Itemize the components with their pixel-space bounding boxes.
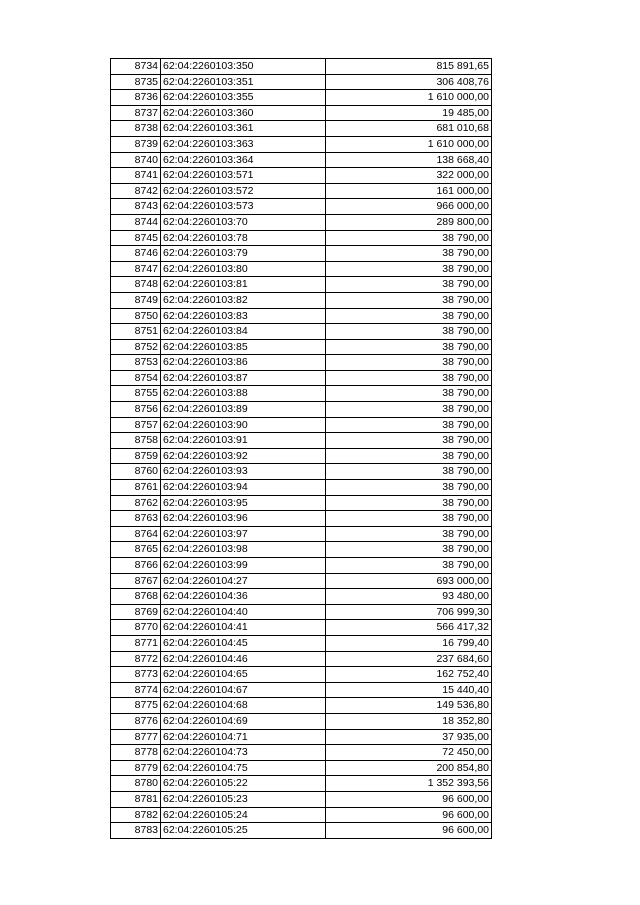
cadastral-value-cell: 38 790,00 xyxy=(326,261,492,277)
table-row xyxy=(111,745,492,761)
cadastral-number-cell: 62:04:2260104:36 xyxy=(161,589,326,605)
cadastral-number-cell: 62:04:2260104:45 xyxy=(161,635,326,651)
cadastral-number-cell: 62:04:2260103:93 xyxy=(161,464,326,480)
cadastral-number-cell: 62:04:2260103:85 xyxy=(161,339,326,355)
cadastral-number-cell: 62:04:2260103:82 xyxy=(161,292,326,308)
cadastral-value-cell: 289 800,00 xyxy=(326,214,492,230)
table-row xyxy=(111,355,492,371)
row-number-cell: 8769 xyxy=(111,604,161,620)
row-number-cell: 8766 xyxy=(111,558,161,574)
cadastral-value-cell: 38 790,00 xyxy=(326,324,492,340)
cadastral-number-cell: 62:04:2260105:22 xyxy=(161,776,326,792)
table-body xyxy=(111,59,492,839)
cadastral-number-cell: 62:04:2260103:95 xyxy=(161,495,326,511)
cadastral-value-cell: 306 408,76 xyxy=(326,74,492,90)
cadastral-value-cell: 96 600,00 xyxy=(326,791,492,807)
cadastral-number-cell: 62:04:2260103:571 xyxy=(161,168,326,184)
table-row xyxy=(111,760,492,776)
table-row xyxy=(111,246,492,262)
cadastral-value-cell: 38 790,00 xyxy=(326,511,492,527)
table-row xyxy=(111,791,492,807)
row-number-cell: 8781 xyxy=(111,791,161,807)
cadastral-value-cell: 38 790,00 xyxy=(326,370,492,386)
row-number-cell: 8743 xyxy=(111,199,161,215)
cadastral-number-cell: 62:04:2260104:27 xyxy=(161,573,326,589)
row-number-cell: 8768 xyxy=(111,589,161,605)
table-row xyxy=(111,433,492,449)
cadastral-value-cell: 566 417,32 xyxy=(326,620,492,636)
cadastral-value-cell: 693 000,00 xyxy=(326,573,492,589)
cadastral-value-cell: 38 790,00 xyxy=(326,402,492,418)
row-number-cell: 8735 xyxy=(111,74,161,90)
cadastral-number-cell: 62:04:2260103:83 xyxy=(161,308,326,324)
row-number-cell: 8783 xyxy=(111,823,161,839)
table-row xyxy=(111,620,492,636)
table-row xyxy=(111,277,492,293)
cadastral-value-cell: 38 790,00 xyxy=(326,355,492,371)
row-number-cell: 8772 xyxy=(111,651,161,667)
row-number-cell: 8748 xyxy=(111,277,161,293)
row-number-cell: 8755 xyxy=(111,386,161,402)
row-number-cell: 8747 xyxy=(111,261,161,277)
cadastral-number-cell: 62:04:2260103:97 xyxy=(161,526,326,542)
row-number-cell: 8745 xyxy=(111,230,161,246)
row-number-cell: 8758 xyxy=(111,433,161,449)
table-row xyxy=(111,526,492,542)
table-row xyxy=(111,542,492,558)
row-number-cell: 8782 xyxy=(111,807,161,823)
cadastral-number-cell: 62:04:2260104:69 xyxy=(161,713,326,729)
cadastral-value-cell: 38 790,00 xyxy=(326,558,492,574)
row-number-cell: 8751 xyxy=(111,324,161,340)
row-number-cell: 8738 xyxy=(111,121,161,137)
row-number-cell: 8754 xyxy=(111,370,161,386)
table-row xyxy=(111,370,492,386)
table-row xyxy=(111,199,492,215)
cadastral-number-cell: 62:04:2260103:573 xyxy=(161,199,326,215)
cadastral-value-cell: 38 790,00 xyxy=(326,292,492,308)
cadastral-number-cell: 62:04:2260103:355 xyxy=(161,90,326,106)
row-number-cell: 8759 xyxy=(111,448,161,464)
table-row xyxy=(111,74,492,90)
cadastral-value-cell: 38 790,00 xyxy=(326,277,492,293)
cadastral-value-cell: 96 600,00 xyxy=(326,823,492,839)
table-row xyxy=(111,417,492,433)
row-number-cell: 8780 xyxy=(111,776,161,792)
table-row xyxy=(111,402,492,418)
table-row xyxy=(111,448,492,464)
cadastral-value-cell: 1 610 000,00 xyxy=(326,90,492,106)
cadastral-value-cell: 96 600,00 xyxy=(326,807,492,823)
cadastral-number-cell: 62:04:2260103:360 xyxy=(161,105,326,121)
row-number-cell: 8739 xyxy=(111,136,161,152)
row-number-cell: 8773 xyxy=(111,667,161,683)
table-row xyxy=(111,136,492,152)
table-row xyxy=(111,589,492,605)
cadastral-number-cell: 62:04:2260104:73 xyxy=(161,745,326,761)
table-row xyxy=(111,168,492,184)
row-number-cell: 8746 xyxy=(111,246,161,262)
cadastral-value-cell: 815 891,65 xyxy=(326,59,492,75)
table-row xyxy=(111,292,492,308)
cadastral-value-cell: 38 790,00 xyxy=(326,246,492,262)
cadastral-number-cell: 62:04:2260103:351 xyxy=(161,74,326,90)
table-row xyxy=(111,511,492,527)
table-row xyxy=(111,698,492,714)
cadastral-number-cell: 62:04:2260103:92 xyxy=(161,448,326,464)
cadastral-number-cell: 62:04:2260103:572 xyxy=(161,183,326,199)
cadastral-number-cell: 62:04:2260103:88 xyxy=(161,386,326,402)
cadastral-value-cell: 93 480,00 xyxy=(326,589,492,605)
cadastral-value-cell: 38 790,00 xyxy=(326,542,492,558)
row-number-cell: 8734 xyxy=(111,59,161,75)
cadastral-number-cell: 62:04:2260103:94 xyxy=(161,480,326,496)
cadastral-value-cell: 161 000,00 xyxy=(326,183,492,199)
row-number-cell: 8776 xyxy=(111,713,161,729)
table-row xyxy=(111,105,492,121)
table-row xyxy=(111,339,492,355)
row-number-cell: 8764 xyxy=(111,526,161,542)
cadastral-value-cell: 681 010,68 xyxy=(326,121,492,137)
row-number-cell: 8736 xyxy=(111,90,161,106)
row-number-cell: 8771 xyxy=(111,635,161,651)
cadastral-value-cell: 16 799,40 xyxy=(326,635,492,651)
cadastral-value-cell: 162 752,40 xyxy=(326,667,492,683)
cadastral-number-cell: 62:04:2260103:86 xyxy=(161,355,326,371)
cadastral-value-cell: 237 684,60 xyxy=(326,651,492,667)
row-number-cell: 8763 xyxy=(111,511,161,527)
cadastral-value-cell: 19 485,00 xyxy=(326,105,492,121)
table-row xyxy=(111,308,492,324)
row-number-cell: 8750 xyxy=(111,308,161,324)
table-row xyxy=(111,480,492,496)
row-number-cell: 8767 xyxy=(111,573,161,589)
row-number-cell: 8779 xyxy=(111,760,161,776)
cadastral-number-cell: 62:04:2260103:78 xyxy=(161,230,326,246)
cadastral-number-cell: 62:04:2260105:24 xyxy=(161,807,326,823)
cadastral-value-table xyxy=(110,58,492,839)
table-row xyxy=(111,573,492,589)
row-number-cell: 8742 xyxy=(111,183,161,199)
table-row xyxy=(111,729,492,745)
table-row xyxy=(111,604,492,620)
cadastral-value-cell: 138 668,40 xyxy=(326,152,492,168)
table-row xyxy=(111,682,492,698)
cadastral-number-cell: 62:04:2260103:90 xyxy=(161,417,326,433)
cadastral-value-cell: 15 440,40 xyxy=(326,682,492,698)
row-number-cell: 8752 xyxy=(111,339,161,355)
cadastral-number-cell: 62:04:2260103:363 xyxy=(161,136,326,152)
table-row xyxy=(111,386,492,402)
row-number-cell: 8775 xyxy=(111,698,161,714)
cadastral-number-cell: 62:04:2260103:91 xyxy=(161,433,326,449)
cadastral-value-cell: 38 790,00 xyxy=(326,448,492,464)
row-number-cell: 8770 xyxy=(111,620,161,636)
table-row xyxy=(111,230,492,246)
cadastral-value-cell: 38 790,00 xyxy=(326,230,492,246)
row-number-cell: 8757 xyxy=(111,417,161,433)
cadastral-number-cell: 62:04:2260103:79 xyxy=(161,246,326,262)
row-number-cell: 8774 xyxy=(111,682,161,698)
cadastral-value-cell: 38 790,00 xyxy=(326,464,492,480)
row-number-cell: 8756 xyxy=(111,402,161,418)
cadastral-value-cell: 38 790,00 xyxy=(326,495,492,511)
table-row xyxy=(111,495,492,511)
row-number-cell: 8737 xyxy=(111,105,161,121)
cadastral-value-cell: 38 790,00 xyxy=(326,433,492,449)
table-row xyxy=(111,558,492,574)
cadastral-number-cell: 62:04:2260103:361 xyxy=(161,121,326,137)
cadastral-value-cell: 37 935,00 xyxy=(326,729,492,745)
cadastral-number-cell: 62:04:2260105:25 xyxy=(161,823,326,839)
cadastral-value-cell: 200 854,80 xyxy=(326,760,492,776)
table-row xyxy=(111,324,492,340)
cadastral-value-cell: 38 790,00 xyxy=(326,417,492,433)
cadastral-value-cell: 38 790,00 xyxy=(326,339,492,355)
cadastral-number-cell: 62:04:2260103:84 xyxy=(161,324,326,340)
row-number-cell: 8744 xyxy=(111,214,161,230)
row-number-cell: 8778 xyxy=(111,745,161,761)
cadastral-value-cell: 1 610 000,00 xyxy=(326,136,492,152)
table-row xyxy=(111,807,492,823)
cadastral-number-cell: 62:04:2260103:96 xyxy=(161,511,326,527)
cadastral-number-cell: 62:04:2260103:350 xyxy=(161,59,326,75)
cadastral-value-cell: 1 352 393,56 xyxy=(326,776,492,792)
cadastral-number-cell: 62:04:2260103:70 xyxy=(161,214,326,230)
row-number-cell: 8761 xyxy=(111,480,161,496)
cadastral-value-cell: 149 536,80 xyxy=(326,698,492,714)
cadastral-number-cell: 62:04:2260104:65 xyxy=(161,667,326,683)
cadastral-number-cell: 62:04:2260104:71 xyxy=(161,729,326,745)
table-row xyxy=(111,667,492,683)
cadastral-number-cell: 62:04:2260103:98 xyxy=(161,542,326,558)
cadastral-value-cell: 38 790,00 xyxy=(326,480,492,496)
cadastral-number-cell: 62:04:2260103:80 xyxy=(161,261,326,277)
table-row xyxy=(111,183,492,199)
table-row xyxy=(111,651,492,667)
table-row xyxy=(111,635,492,651)
cadastral-value-cell: 322 000,00 xyxy=(326,168,492,184)
cadastral-number-cell: 62:04:2260103:87 xyxy=(161,370,326,386)
cadastral-number-cell: 62:04:2260104:68 xyxy=(161,698,326,714)
cadastral-number-cell: 62:04:2260103:89 xyxy=(161,402,326,418)
cadastral-number-cell: 62:04:2260104:46 xyxy=(161,651,326,667)
cadastral-number-cell: 62:04:2260104:41 xyxy=(161,620,326,636)
cadastral-value-cell: 38 790,00 xyxy=(326,526,492,542)
table-row xyxy=(111,713,492,729)
table-row xyxy=(111,121,492,137)
table-row xyxy=(111,90,492,106)
cadastral-number-cell: 62:04:2260103:81 xyxy=(161,277,326,293)
cadastral-number-cell: 62:04:2260105:23 xyxy=(161,791,326,807)
cadastral-number-cell: 62:04:2260103:99 xyxy=(161,558,326,574)
row-number-cell: 8760 xyxy=(111,464,161,480)
row-number-cell: 8741 xyxy=(111,168,161,184)
cadastral-value-cell: 38 790,00 xyxy=(326,386,492,402)
cadastral-value-cell: 18 352,80 xyxy=(326,713,492,729)
row-number-cell: 8777 xyxy=(111,729,161,745)
cadastral-number-cell: 62:04:2260104:40 xyxy=(161,604,326,620)
row-number-cell: 8765 xyxy=(111,542,161,558)
table-row xyxy=(111,464,492,480)
cadastral-number-cell: 62:04:2260103:364 xyxy=(161,152,326,168)
table-row xyxy=(111,152,492,168)
cadastral-value-cell: 38 790,00 xyxy=(326,308,492,324)
table-row xyxy=(111,776,492,792)
cadastral-value-cell: 72 450,00 xyxy=(326,745,492,761)
table-row xyxy=(111,261,492,277)
table-row xyxy=(111,59,492,75)
row-number-cell: 8753 xyxy=(111,355,161,371)
table-row xyxy=(111,214,492,230)
row-number-cell: 8740 xyxy=(111,152,161,168)
cadastral-value-cell: 966 000,00 xyxy=(326,199,492,215)
row-number-cell: 8749 xyxy=(111,292,161,308)
cadastral-number-cell: 62:04:2260104:75 xyxy=(161,760,326,776)
row-number-cell: 8762 xyxy=(111,495,161,511)
cadastral-value-cell: 706 999,30 xyxy=(326,604,492,620)
table-row xyxy=(111,823,492,839)
cadastral-number-cell: 62:04:2260104:67 xyxy=(161,682,326,698)
